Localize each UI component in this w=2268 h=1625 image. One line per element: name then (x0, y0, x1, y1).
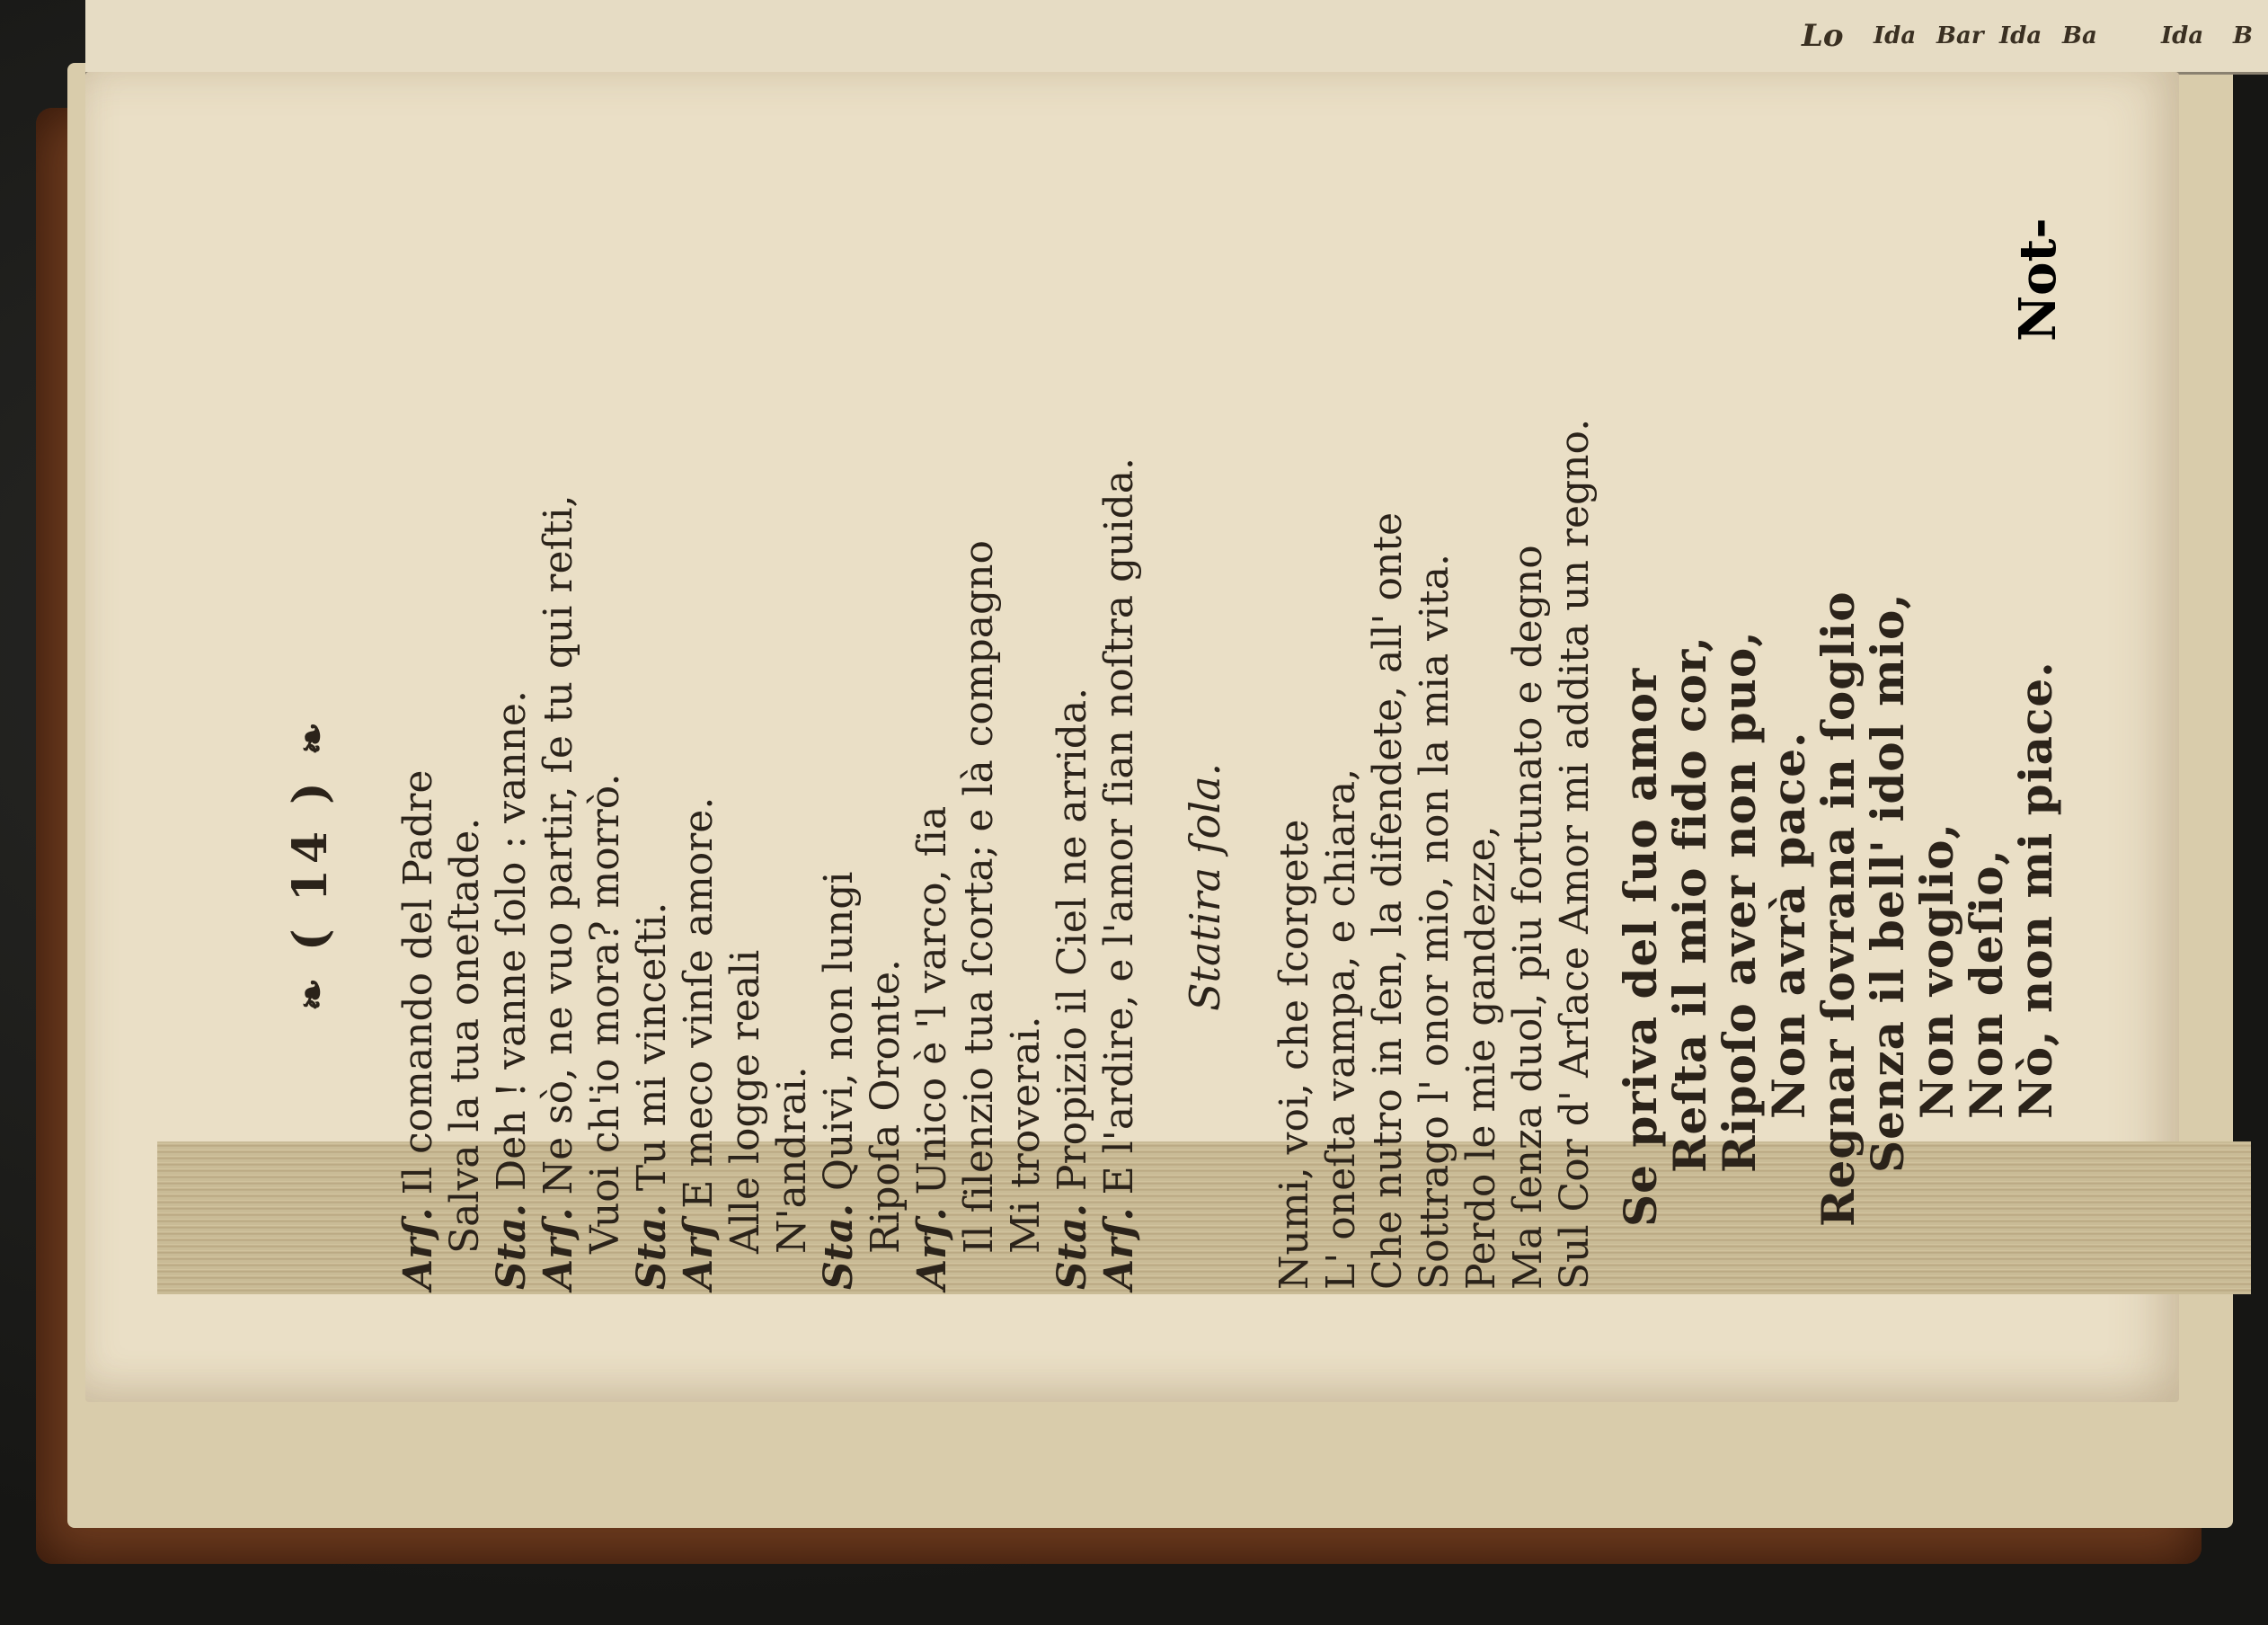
aria-line: Regnar ſovrana in ſoglio (1812, 591, 1865, 1227)
line-text: Tu mi vinceſti. (629, 901, 675, 1192)
aria-line: Reſta il mio fido cor, (1663, 635, 1716, 1173)
line-text: Propizio il Ciel ne arrida. (1050, 687, 1095, 1192)
aria-line: Se priva del ſuo amor (1614, 667, 1667, 1227)
speaker-label: Arſ. (395, 1207, 441, 1290)
dialogue-line (863, 959, 909, 1254)
speaker-label: Sta. (629, 1203, 675, 1290)
dialogue-line (442, 818, 489, 1254)
speaker-label: Arſ. (536, 1207, 581, 1290)
ornament-left-icon: ❧ (290, 972, 336, 1011)
next-page-fragment: Ida (1999, 22, 2042, 49)
next-page-fragment: Ida (1874, 22, 1917, 49)
line-text: Mi troverai. (1003, 1016, 1049, 1254)
aria-line: Ripoſo aver non puo, (1713, 630, 1766, 1173)
scene-heading: Statira ſola. (1181, 762, 1229, 1011)
page-text (180, 193, 2067, 1496)
line-text: N'andrai. (769, 1066, 815, 1254)
speaker-label: Arſ. (909, 1207, 955, 1290)
page-header (283, 716, 338, 1011)
line-text: Deh ! vanne ſolo : vanne. (489, 690, 535, 1192)
recitative-line: Che nutro in ſen, la difendete, all' onte (1365, 511, 1411, 1290)
line-text: Il comando del Padre (395, 769, 441, 1195)
dialogue-line (582, 773, 629, 1254)
dialogue-line (769, 1066, 816, 1254)
recitative-line: Perdo le mie gandezze, (1458, 825, 1504, 1290)
dialogue-line (629, 902, 676, 1290)
dialogue-line (816, 872, 863, 1290)
dialogue-line (489, 690, 536, 1290)
aria-line: Senza il bell' idol mio, (1861, 592, 1914, 1173)
recitative-line: Numi, voi, che ſcorgete (1271, 819, 1317, 1290)
speaker-label: Arſ (676, 1221, 722, 1290)
next-page-fragment: Bar (1936, 22, 1984, 49)
dialogue-line (1050, 688, 1096, 1290)
line-text: Ne sò, ne vuo partir, ſe tu qui reſti, (536, 494, 581, 1195)
next-page-fragment: Lo (1802, 18, 1844, 54)
line-text: Salva la tua oneſtade. (442, 817, 488, 1254)
dialogue-line (956, 540, 1003, 1254)
next-page-fragment: Ida (2161, 22, 2204, 49)
speaker-label: Arſ. (1096, 1207, 1142, 1290)
line-text: Il ſilenzio tua ſcorta; e là compagno (956, 540, 1002, 1254)
ornament-right-icon: ❧ (290, 716, 336, 756)
dialogue-line (676, 797, 722, 1290)
dialogue-line (536, 494, 582, 1290)
recitative-line: Ma ſenza duol, piu fortunato e degno (1505, 545, 1551, 1290)
line-text: E meco vinſe amore. (676, 796, 722, 1209)
dialogue-line (1096, 457, 1143, 1290)
line-text: Unico è 'l varco, ſia (909, 805, 955, 1195)
dialogue-line (395, 770, 442, 1290)
page-number: ( 14 ) (283, 777, 338, 952)
aria-line: Non voglio, (1910, 822, 1963, 1119)
speaker-label: Sta. (1050, 1203, 1095, 1290)
dialogue-line (1003, 1016, 1050, 1254)
line-text: Quivi, non lungi (816, 871, 862, 1192)
line-text: Alle logge reali (722, 949, 768, 1254)
next-page-fragment: B (2233, 22, 2253, 49)
aria-line: Non avrà pace. (1762, 731, 1815, 1119)
line-text: Vuoi ch'io mora? morrò. (582, 773, 628, 1254)
speaker-label: Sta. (489, 1203, 535, 1290)
line-text: E l'ardire, e l'amor ſian noſtra guida. (1096, 457, 1142, 1195)
next-page-edge (85, 0, 2268, 75)
recitative-line: Sottrago l' onor mio, non la mia vita. (1412, 554, 1457, 1290)
catchword: Not- (2008, 218, 2068, 342)
line-text: Ripoſa Oronte. (863, 958, 908, 1254)
aria-line: Non deſio, (1960, 848, 2013, 1119)
recitative-line: Sul Cor d' Arſace Amor mi addita un regno. (1552, 418, 1598, 1290)
dialogue-line (909, 806, 956, 1290)
aria-line: Nò, non mi piace. (2009, 661, 2062, 1119)
next-page-fragment: Ba (2062, 22, 2097, 49)
speaker-label: Sta. (816, 1203, 862, 1290)
recitative-line: L' oneſta vampa, e chiara, (1318, 768, 1364, 1290)
dialogue-line (722, 950, 769, 1254)
